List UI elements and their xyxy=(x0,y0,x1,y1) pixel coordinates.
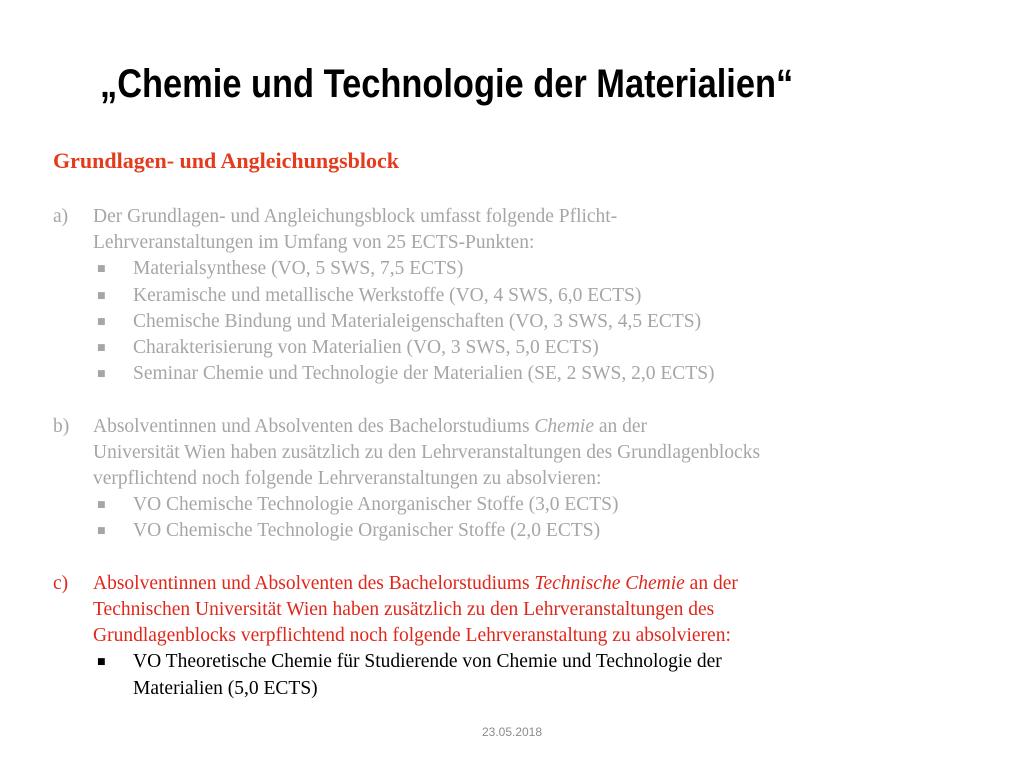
square-bullet-icon: ■ xyxy=(97,369,106,380)
list-item xyxy=(53,361,993,387)
square-bullet-icon: ■ xyxy=(97,500,106,511)
section-c-text-suffix: an der xyxy=(684,572,738,594)
list-item-text: Charakterisierung von Materialien (VO, 3 SWS, 5,0 ECTS) xyxy=(133,337,599,359)
section-a xyxy=(53,204,993,387)
list-item xyxy=(53,335,993,361)
list-item xyxy=(53,256,993,282)
section-heading: Grundlagen- und Angleichungsblock xyxy=(53,148,400,173)
section-a-line-1 xyxy=(53,204,993,230)
section-c-emphasis: Technische Chemie xyxy=(534,572,685,594)
list-item xyxy=(53,283,993,309)
section-b-bullet-list xyxy=(53,492,993,544)
list-item-text: VO Chemische Technologie Anorganischer Stoffe (3,0 ECTS) xyxy=(133,494,619,516)
section-c-marker: c) xyxy=(53,572,69,594)
section-b xyxy=(53,414,993,545)
list-item-text-continued: Materialien (5,0 ECTS) xyxy=(133,677,318,699)
slide-title: „Chemie und Technologie der Materialien“ xyxy=(100,62,794,106)
section-c-bullet-list xyxy=(53,649,993,701)
section-c-line-2: Technischen Universität Wien haben zusätzlich zu den Lehrveranstaltungen des xyxy=(93,599,715,621)
section-c-text-prefix: Absolventinnen und Absolventen des Bachelorstudiums xyxy=(93,572,535,594)
section-a-marker: a) xyxy=(53,206,69,227)
section-b-line-1 xyxy=(53,414,993,440)
square-bullet-icon: ■ xyxy=(97,290,106,301)
list-item xyxy=(53,649,993,701)
square-bullet-icon: ■ xyxy=(97,526,106,537)
list-item-text: VO Theoretische Chemie für Studierende von Chemie und Technologie der xyxy=(133,651,722,673)
list-item xyxy=(53,492,993,518)
section-b-line-2: Universität Wien haben zusätzlich zu den Lehrveranstaltungen des Grundlagenblocks xyxy=(93,441,761,463)
list-item-text: VO Chemische Technologie Organischer Stoffe (2,0 ECTS) xyxy=(133,520,601,542)
section-b-marker: b) xyxy=(53,415,70,437)
slide-date: 23.05.2018 xyxy=(481,725,543,739)
square-bullet-icon: ■ xyxy=(97,316,106,327)
section-c-line-3: Grundlagenblocks verpflichtend noch folgende Lehrveranstaltung zu absolvieren: xyxy=(93,625,731,647)
section-a-bullet-list xyxy=(53,256,993,387)
list-item-text: Seminar Chemie und Technologie der Materialien (SE, 2 SWS, 2,0 ECTS) xyxy=(133,363,715,385)
square-bullet-icon: ■ xyxy=(97,264,106,275)
section-b-emphasis: Chemie xyxy=(534,415,594,437)
list-item xyxy=(53,518,993,544)
section-c-line-1 xyxy=(53,571,993,597)
section-b-text-prefix: Absolventinnen und Absolventen des Bachelorstudiums xyxy=(93,415,535,437)
list-item-text: Keramische und metallische Werkstoffe (VO, 4 SWS, 6,0 ECTS) xyxy=(133,284,642,306)
list-item-text: Materialsynthese (VO, 5 SWS, 7,5 ECTS) xyxy=(133,258,464,280)
section-b-line-3: verpflichtend noch folgende Lehrveranstaltungen zu absolvieren: xyxy=(93,468,602,490)
slide-body xyxy=(53,204,993,702)
square-bullet-icon: ■ xyxy=(97,343,106,354)
list-item xyxy=(53,309,993,335)
section-c xyxy=(53,571,993,702)
section-b-text-suffix: an der xyxy=(594,415,648,437)
list-item-text: Chemische Bindung und Materialeigenschaften (VO, 3 SWS, 4,5 ECTS) xyxy=(133,310,702,332)
square-bullet-icon: ■ xyxy=(97,657,106,668)
section-a-text-1: Der Grundlagen- und Angleichungsblock umfasst folgende Pflicht- xyxy=(93,206,618,227)
section-a-line-2: Lehrveranstaltungen im Umfang von 25 ECTS-Punkten: xyxy=(93,232,535,254)
